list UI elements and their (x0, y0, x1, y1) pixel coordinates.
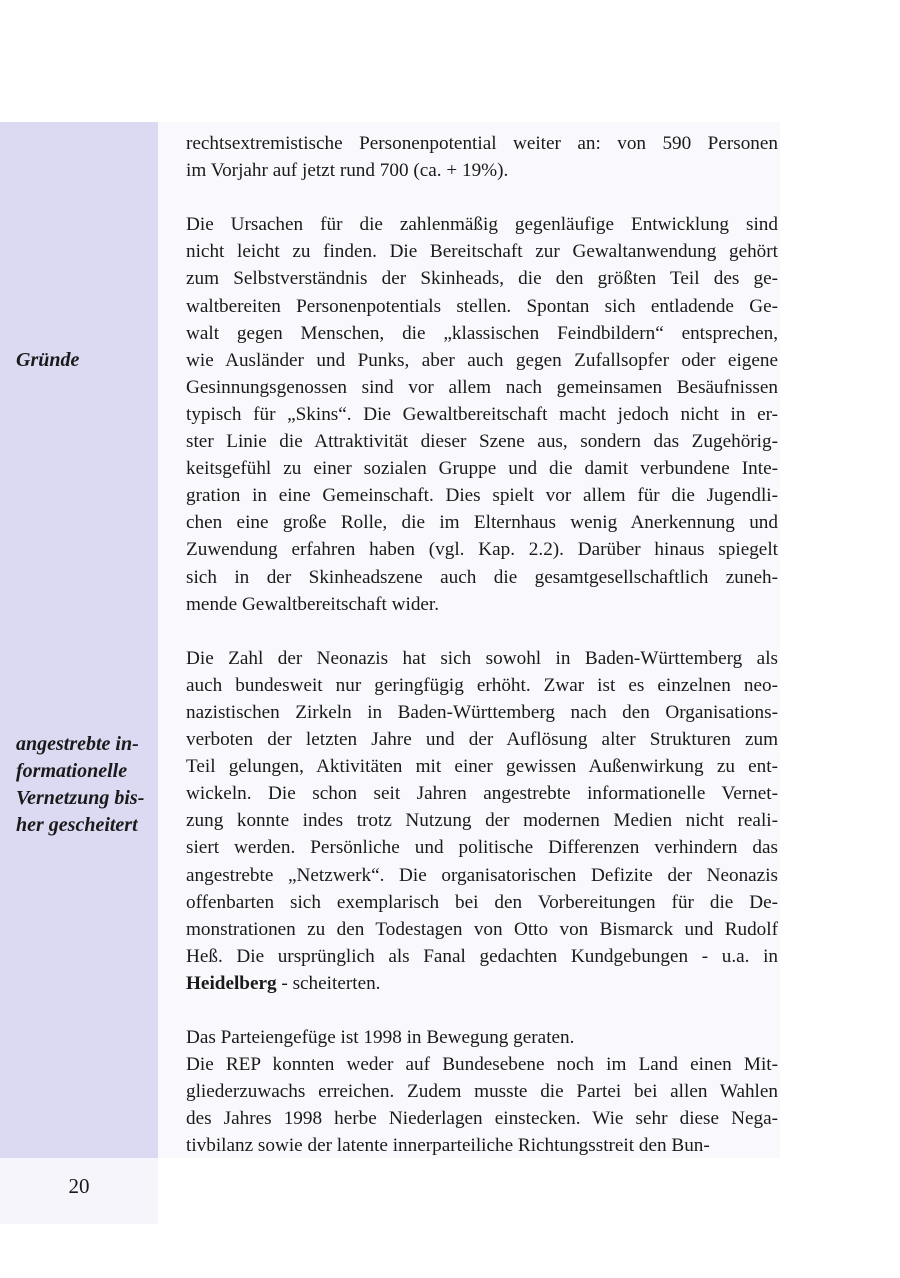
text-line: Gesinnungsgenossen sind vor allem nach gemeinsamen Besäufnissen (186, 376, 778, 398)
paragraph-parteiengefuege (186, 1024, 778, 1051)
margin-sidebar (0, 122, 158, 1158)
text-line: chen eine große Rolle, die im Elternhaus wenig Anerkennung und (186, 512, 778, 534)
text-line (186, 970, 778, 997)
paragraph-neonazis (186, 645, 778, 997)
paragraph-personenpotential (186, 130, 778, 184)
text-line: sich in der Skinheadszene auch die gesamtgesellschaftlich zuneh- (186, 566, 778, 588)
paragraph-ursachen (186, 211, 778, 617)
text-line: zung konnte indes trotz Nutzung der modernen Medien nicht reali- (186, 810, 778, 832)
margin-note-line: angestrebte in- (16, 733, 139, 755)
text-line: gration in eine Gemeinschaft. Dies spielt vor allem für die Jugendli- (186, 485, 778, 507)
paragraph-rep (186, 1051, 778, 1159)
text-line: zum Selbstverständnis der Skinheads, die den größten Teil des ge- (186, 268, 778, 290)
text-line: ster Linie die Attraktivität dieser Szene aus, sondern das Zugehörig- (186, 431, 778, 453)
text-line: tivbilanz sowie der latente innerparteiliche Richtungsstreit den Bun- (186, 1135, 710, 1157)
text-line: offenbarten sich exemplarisch bei den Vorbereitungen für die De- (186, 891, 778, 913)
margin-note-line: formationelle (16, 760, 128, 782)
text-line: nicht leicht zu finden. Die Bereitschaft zur Gewaltanwendung gehört (186, 241, 778, 263)
text-line: angestrebte „Netzwerk“. Die organisatorischen Defizite der Neonazis (186, 864, 778, 886)
text-line: Heß. Die ursprünglich als Fanal gedachten Kundgebungen - u.a. in (186, 945, 778, 967)
text-line: wickeln. Die schon seit Jahren angestrebte informationelle Vernet- (186, 783, 778, 805)
text-line: wie Ausländer und Punks, aber auch gegen Zufallsopfer oder eigene (186, 349, 778, 371)
margin-note-gruende (16, 347, 156, 374)
text-line: auch bundesweit nur geringfügig erhöht. Zwar ist es einzelnen neo- (186, 674, 778, 696)
margin-note-line: Vernetzung bis- (16, 787, 145, 809)
text-line: verboten der letzten Jahre und der Auflösung alter Strukturen zum (186, 729, 778, 751)
text-line: Das Parteiengefüge ist 1998 in Bewegung geraten. (186, 1027, 575, 1049)
text-line: im Vorjahr auf jetzt rund 700 (ca. + 19%). (186, 160, 509, 182)
text-line: keitsgefühl zu einer sozialen Gruppe und die damit verbundene Inte- (186, 458, 778, 480)
text-line: rechtsextremistische Personenpotential weiter an: von 590 Personen (186, 133, 778, 154)
page-number: 20 (68, 1174, 90, 1198)
text-line: nazistischen Zirkeln in Baden-Württemberg nach den Organisations- (186, 701, 778, 723)
text-line: siert werden. Persönliche und politische Differenzen verhindern das (186, 837, 778, 859)
text-line: walt gegen Menschen, die „klassischen Feindbildern“ entsprechen, (186, 322, 778, 344)
text-line: Teil gelungen, Aktivitäten mit einer gewissen Außenwirkung zu ent- (186, 756, 778, 778)
margin-note-line: her gescheitert (16, 814, 138, 836)
margin-note-vernetzung (16, 731, 156, 839)
bold-place-name: Heidelberg (186, 972, 277, 994)
text-line: Die Ursachen für die zahlenmäßig gegenläufige Entwicklung sind (186, 214, 778, 236)
text-line-rest: - scheiterten. (276, 972, 381, 994)
text-line: gliederzuwachs erreichen. Zudem musste die Partei bei allen Wahlen (186, 1081, 778, 1103)
margin-note-line: Gründe (16, 349, 80, 371)
text-line: waltbereiten Personenpotentials stellen. Spontan sich entladende Ge- (186, 295, 778, 317)
body-text (186, 130, 778, 1160)
text-line: typisch für „Skins“. Die Gewaltbereitschaft macht jedoch nicht in er- (186, 403, 778, 425)
text-line: des Jahres 1998 herbe Niederlagen einstecken. Wie sehr diese Nega- (186, 1108, 778, 1130)
text-line: Zuwendung erfahren haben (vgl. Kap. 2.2). Darüber hinaus spiegelt (186, 539, 778, 561)
text-line: mende Gewaltbereitschaft wider. (186, 593, 440, 615)
text-line: Die REP konnten weder auf Bundesebene noch im Land einen Mit- (186, 1054, 778, 1076)
text-line: monstrationen zu den Todestagen von Otto von Bismarck und Rudolf (186, 918, 778, 940)
text-line: Die Zahl der Neonazis hat sich sowohl in Baden-Württemberg als (186, 647, 778, 669)
